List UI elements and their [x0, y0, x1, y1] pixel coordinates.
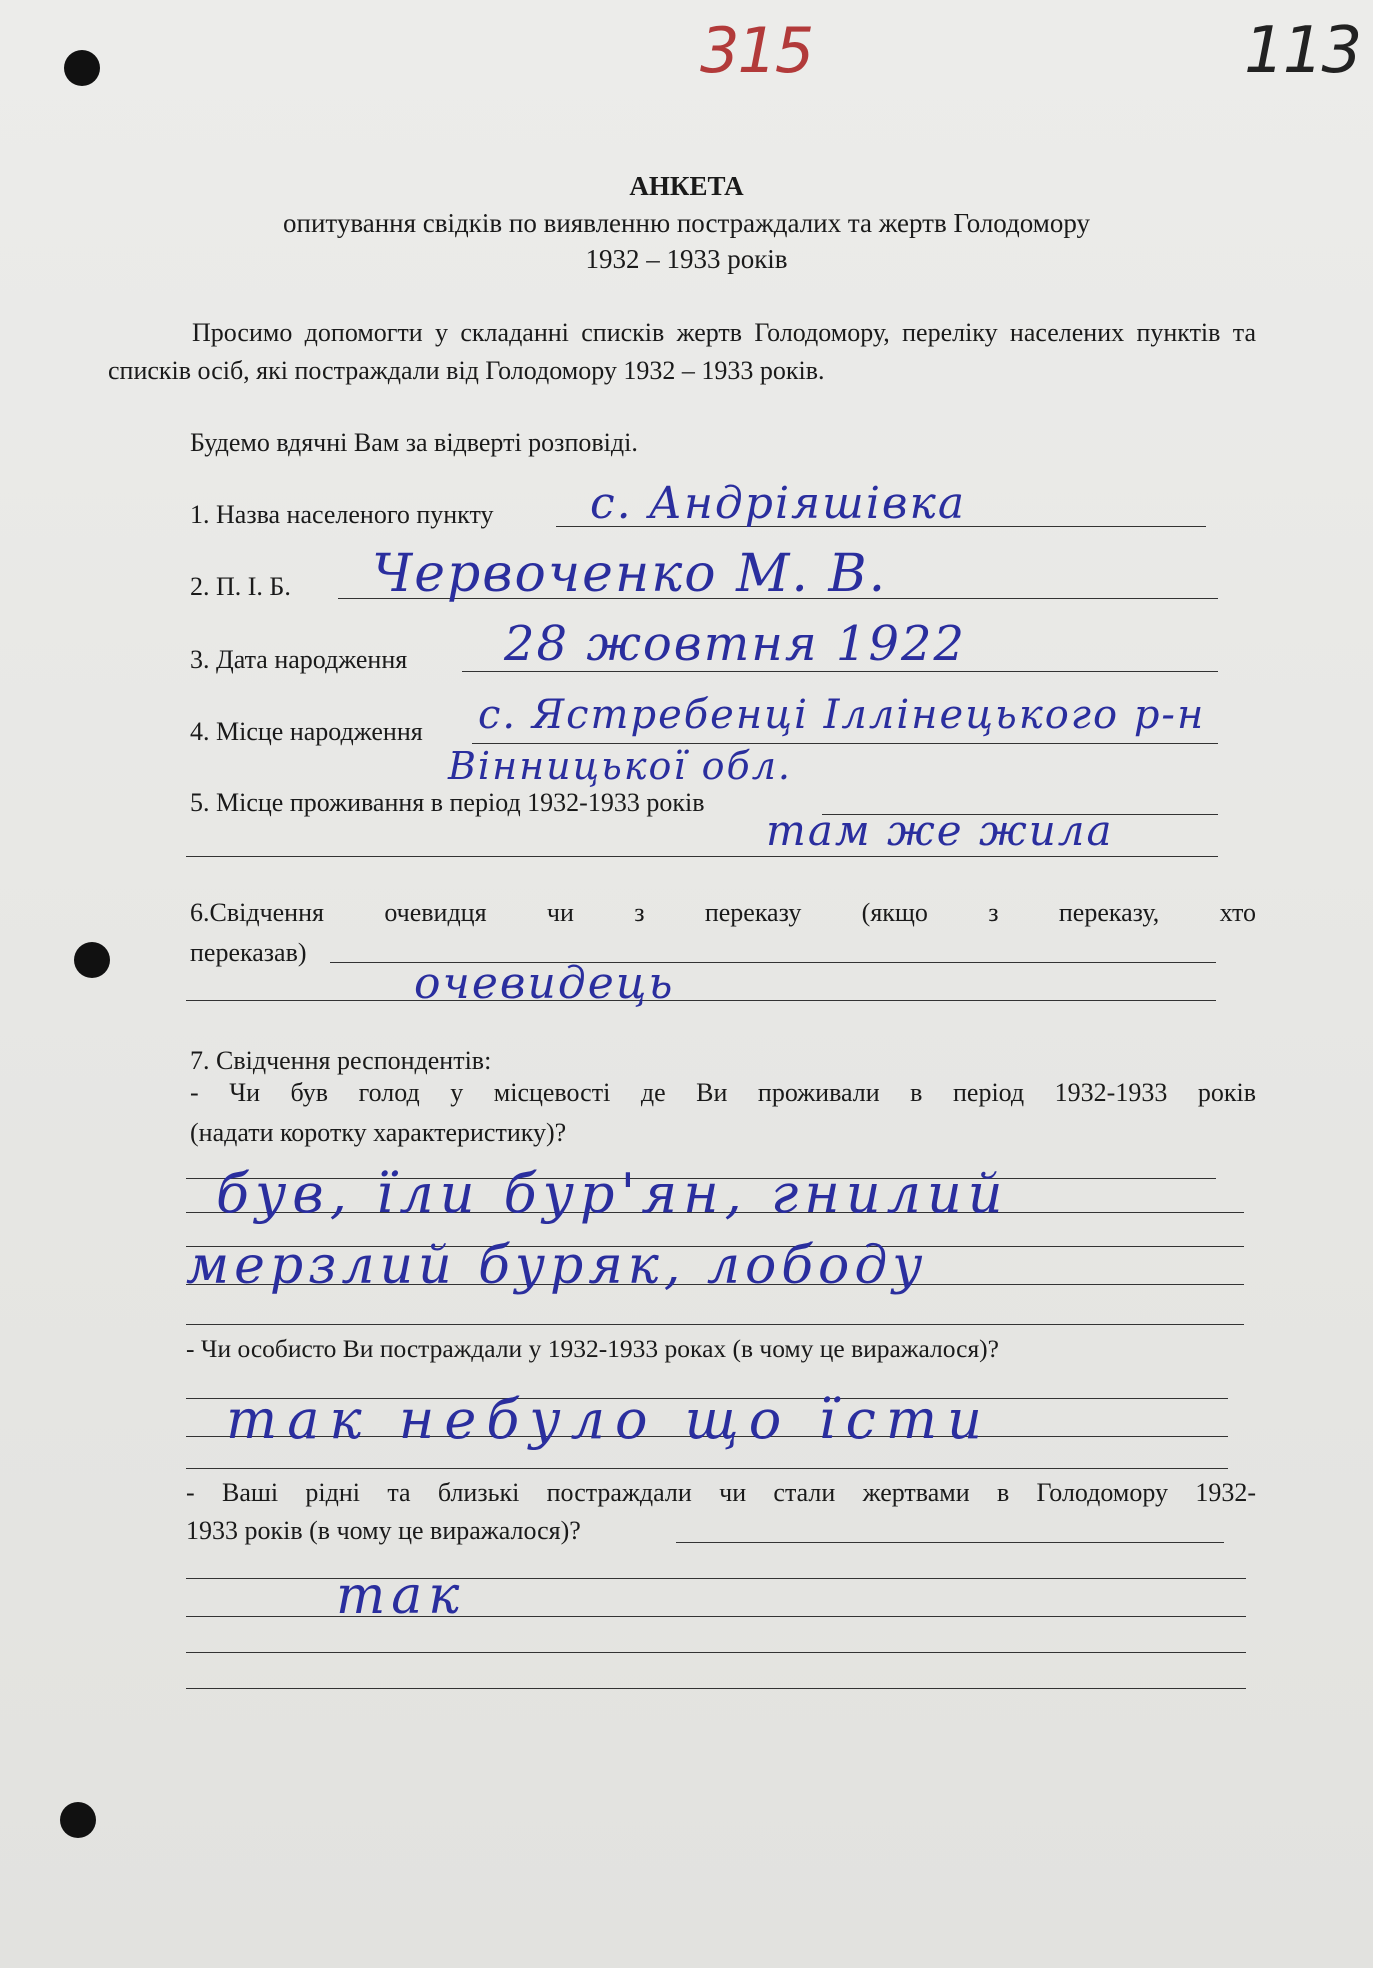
q-relatives-line2: 1933 років (в чому це виражалося)? — [186, 1516, 581, 1545]
famine-answer-line1: був, їли бур'ян, гнилий — [216, 1162, 1009, 1225]
famine-line-5 — [186, 1324, 1244, 1325]
q3-label: 3. Дата народження — [190, 645, 408, 674]
q-famine-line2: (надати коротку характеристику)? — [190, 1118, 567, 1147]
personal-line-3 — [186, 1468, 1228, 1469]
archive-number-black: 113 — [1244, 14, 1361, 88]
q2-label: 2. П. І. Б. — [190, 572, 291, 601]
punch-hole-top — [64, 50, 100, 86]
q4-answer-line2: Вінницької обл. — [448, 744, 792, 788]
q2-answer: Червоченко М. В. — [372, 544, 888, 604]
q4-answer-line1: с. Ястребенці Іллінецького р-н — [478, 692, 1206, 738]
q6-answer: очевидець — [414, 958, 675, 1009]
q6-line-2 — [186, 1000, 1216, 1001]
q4-label: 4. Місце народження — [190, 717, 423, 746]
q-famine-line1: - Чи був голод у місцевості де Ви проживали в період 1932-1933 років — [190, 1078, 1256, 1107]
q5-line-2 — [186, 856, 1218, 857]
relatives-line-1 — [676, 1542, 1224, 1543]
intro-thanks: Будемо вдячні Вам за відверті розповіді. — [190, 428, 638, 457]
q-relatives-line1: - Ваші рідні та близькі постраждали чи стали жертвами в Голодомору 1932- — [186, 1478, 1256, 1507]
q1-label: 1. Назва населеного пункту — [190, 500, 494, 529]
famine-answer-line2: мерзлий буряк, лободу — [186, 1236, 928, 1296]
q1-answer: с. Андріяшівка — [590, 478, 967, 529]
relatives-answer: так — [336, 1566, 466, 1626]
archive-number-red: 315 — [700, 14, 813, 87]
form-title: АНКЕТА — [629, 171, 744, 201]
relatives-line-5 — [186, 1688, 1246, 1689]
intro-paragraph: Просимо допомогти у складанні списків жертв Голодомору, переліку населених пунктів та списків осіб, які постраждали від Голодомору 1932 – 1933 років. — [108, 318, 1256, 385]
relatives-line-4 — [186, 1652, 1246, 1653]
punch-hole-bottom — [60, 1802, 96, 1838]
q6-label-line1: 6.Свідчення очевидця чи з переказу (якщо з переказу, хто — [190, 898, 1256, 927]
form-subtitle: опитування свідків по виявленню постраждалих та жертв Голодомору — [283, 208, 1090, 238]
q6-label-line2: переказав) — [190, 938, 307, 967]
section7-heading: 7. Свідчення респондентів: — [190, 1046, 492, 1075]
q5-label: 5. Місце проживання в період 1932-1933 років — [190, 788, 705, 817]
q5-answer: там же жила — [766, 806, 1114, 855]
form-subtitle-years: 1932 – 1933 років — [585, 244, 788, 274]
personal-answer: так небуло що їсти — [226, 1388, 992, 1451]
q3-answer: 28 жовтня 1922 — [504, 616, 967, 672]
q-personal: - Чи особисто Ви постраждали у 1932-1933 роках (в чому це виражалося)? — [186, 1334, 999, 1363]
punch-hole-middle — [74, 942, 110, 978]
